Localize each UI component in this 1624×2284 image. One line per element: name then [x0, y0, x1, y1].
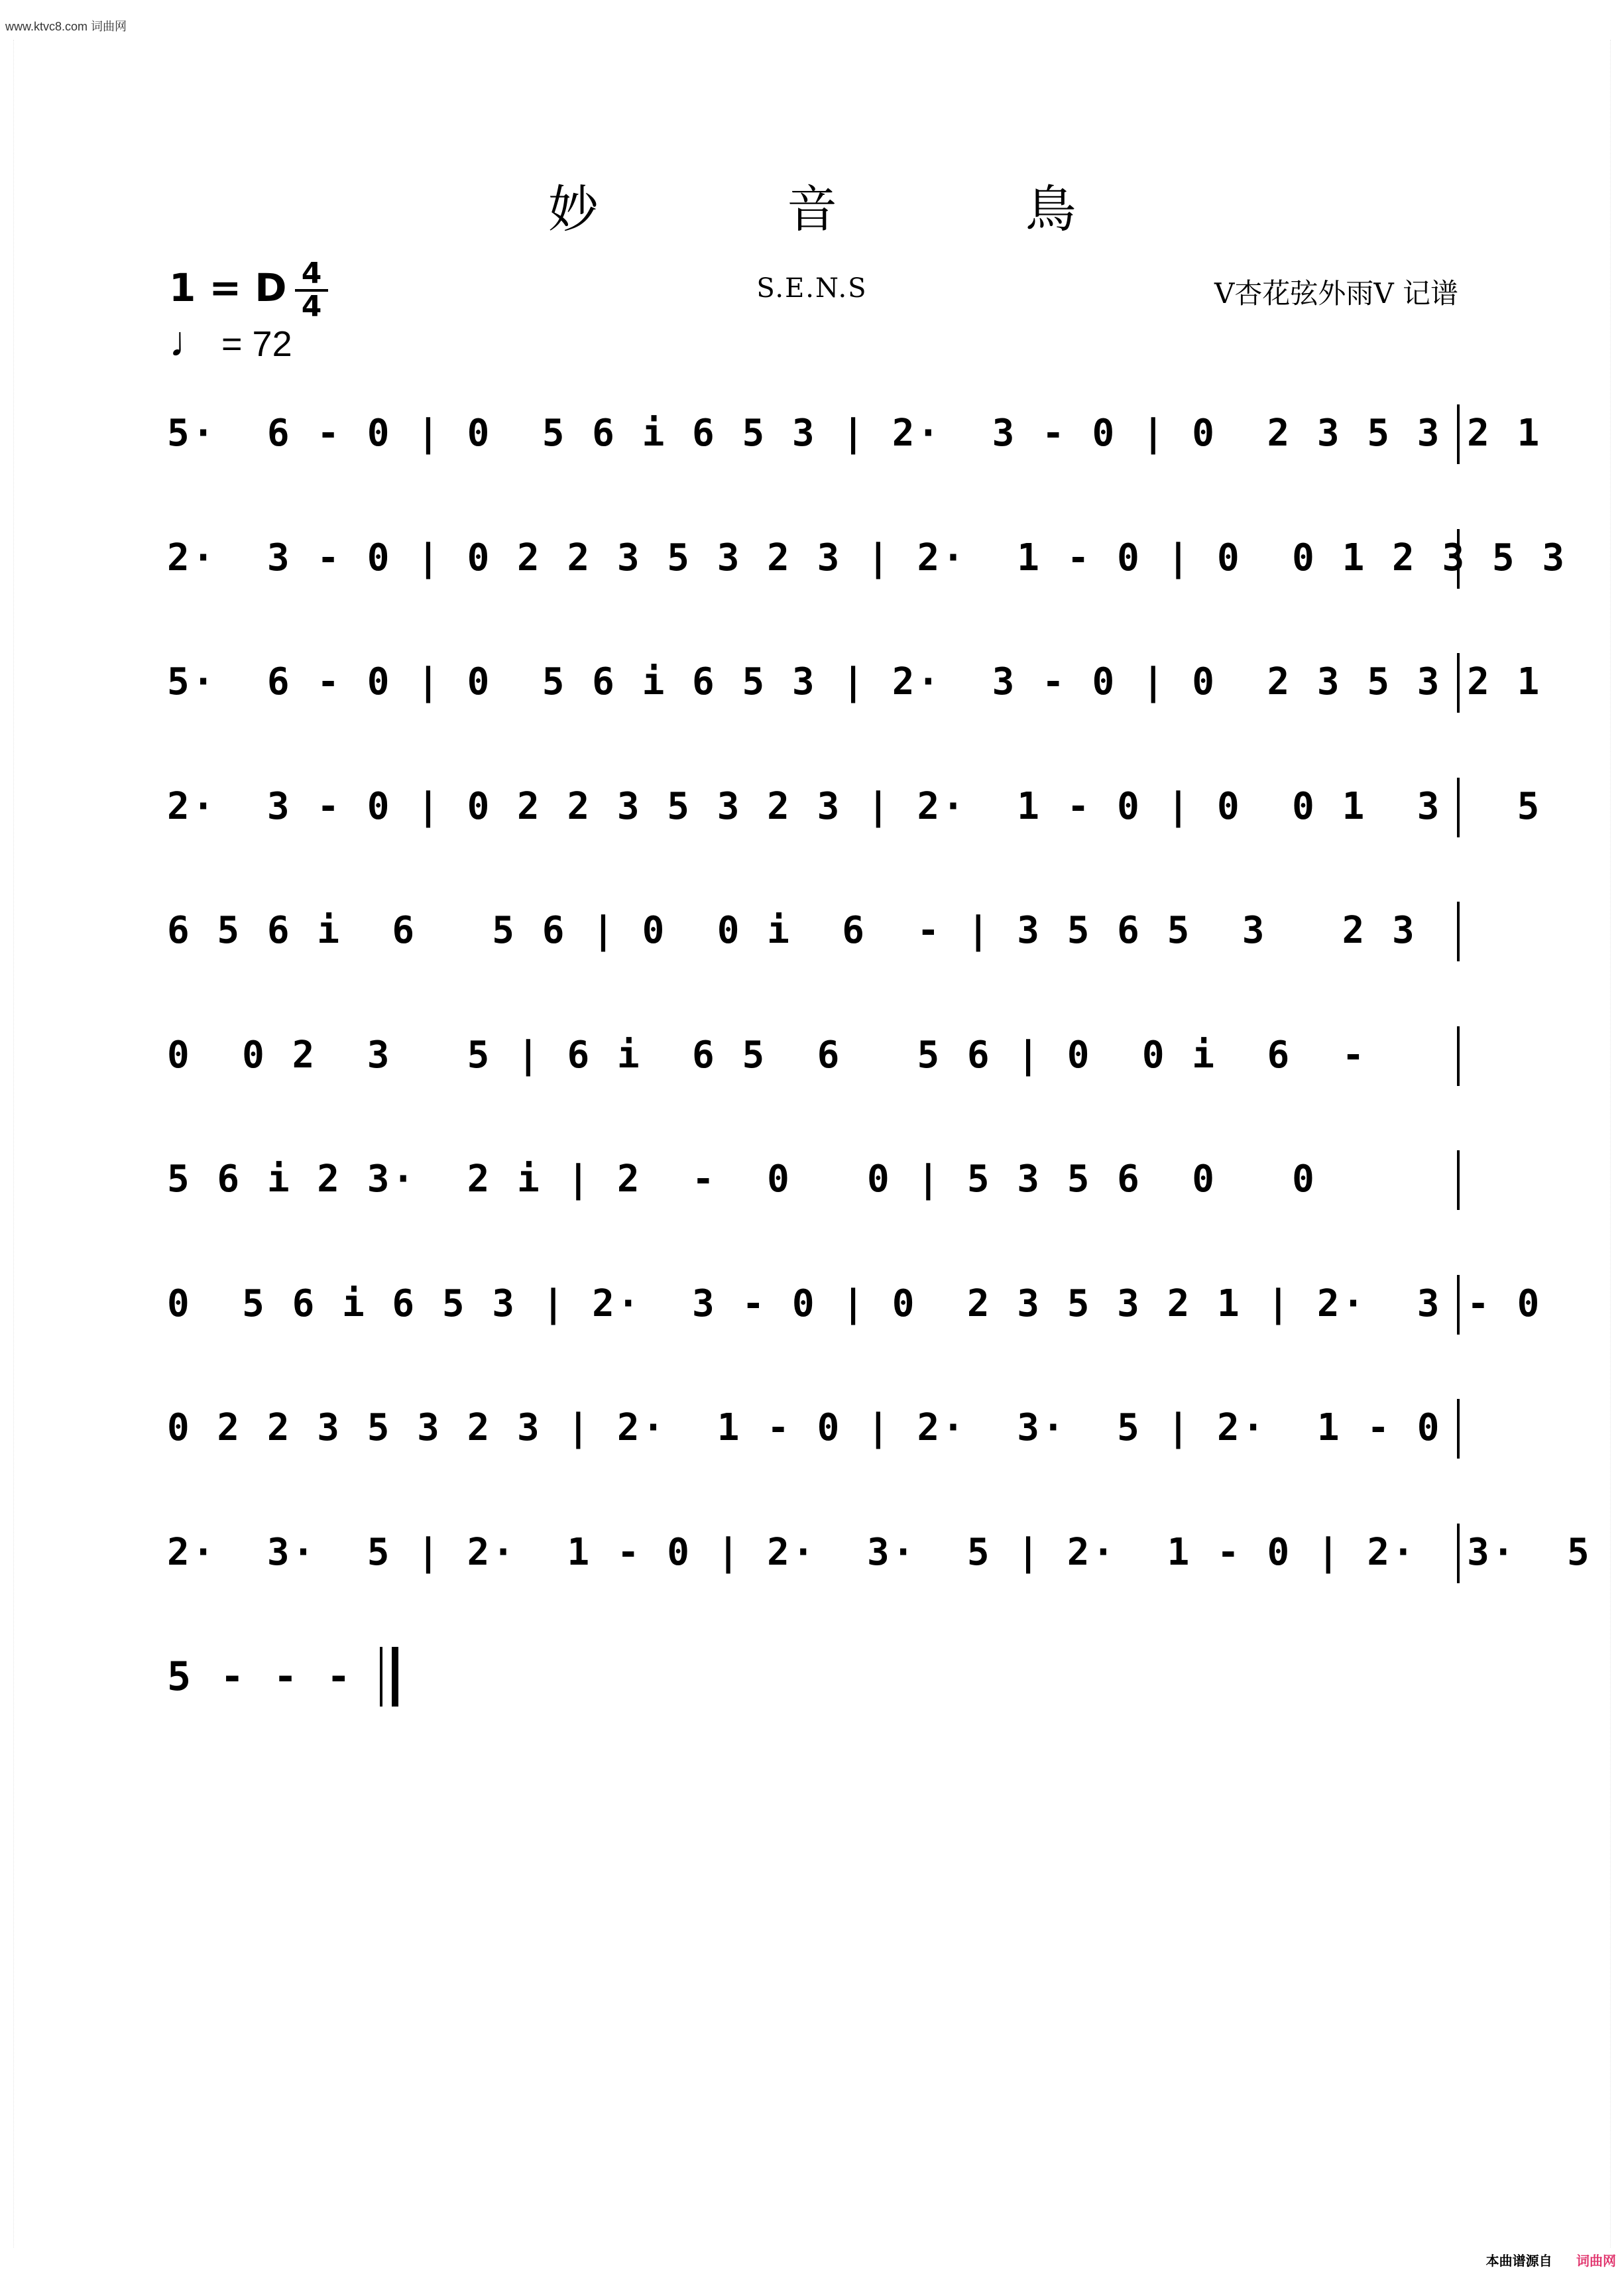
score-line: 0 5 6 i 6 5 3 | 2· 3 - 0 | 0 2 3 5 3 2 1 | 2· 3 - 0 [167, 1242, 1460, 1366]
score-line: 0 2 2 3 5 3 2 3 | 2· 1 - 0 | 2· 3· 5 | 2· 1 - 0 [167, 1366, 1460, 1490]
footer-credit [1486, 2250, 1616, 2269]
score-line: 0 0 2 3 5 | 6 i 6 5 6 5 6 | 0 0 i 6 - [167, 993, 1460, 1118]
final-barline-icon [380, 1647, 398, 1707]
song-title: 妙 音 鳥 [548, 180, 1163, 239]
key-signature: 1 = D [169, 265, 287, 310]
score-line: 5· 6 - 0 | 0 5 6 i 6 5 3 | 2· 3 - 0 | 0 2 3 5 3 2 1 [167, 371, 1460, 496]
source-url: www.ktvc8.com 词曲网 [5, 20, 127, 33]
footer-site-link[interactable]: 词曲网 [1576, 2253, 1616, 2269]
time-signature-bottom: 4 [301, 290, 322, 324]
score-line: 5· 6 - 0 | 0 5 6 i 6 5 3 | 2· 3 - 0 | 0 2 3 5 3 2 1 [167, 620, 1460, 745]
score-line: 2· 3· 5 | 2· 1 - 0 | 2· 3· 5 | 2· 1 - 0 | 2· 3· 5 [167, 1490, 1460, 1615]
tempo-marking [169, 317, 292, 366]
left-watermark-strip [3, 40, 14, 2248]
score-line: 5 6 i 2 3· 2 i | 2 - 0 0 | 5 3 5 6 0 0 [167, 1117, 1460, 1242]
score-final-line: 5 - - - [167, 1614, 1460, 1739]
right-watermark-strip [1610, 40, 1621, 2248]
score-line: 2· 3 - 0 | 0 2 2 3 5 3 2 3 | 2· 1 - 0 | 0 0 1 2 3 5 3 [167, 496, 1460, 621]
transcriber: V杏花弦外雨V 记谱 [1214, 277, 1458, 310]
score [167, 371, 1592, 1739]
tempo-value: = 72 [221, 324, 292, 364]
footer-source-text: 本曲谱源自 [1485, 2253, 1552, 2269]
quarter-note-icon: ♩ [169, 318, 211, 365]
time-signature-top: 4 [301, 257, 322, 290]
composer: S.E.N.S [756, 273, 868, 304]
score-line: 6 5 6 i 6 5 6 | 0 0 i 6 - | 3 5 6 5 3 2 3 [167, 869, 1460, 993]
score-line: 2· 3 - 0 | 0 2 2 3 5 3 2 3 | 2· 1 - 0 | 0 0 1 3 5 [167, 745, 1460, 869]
